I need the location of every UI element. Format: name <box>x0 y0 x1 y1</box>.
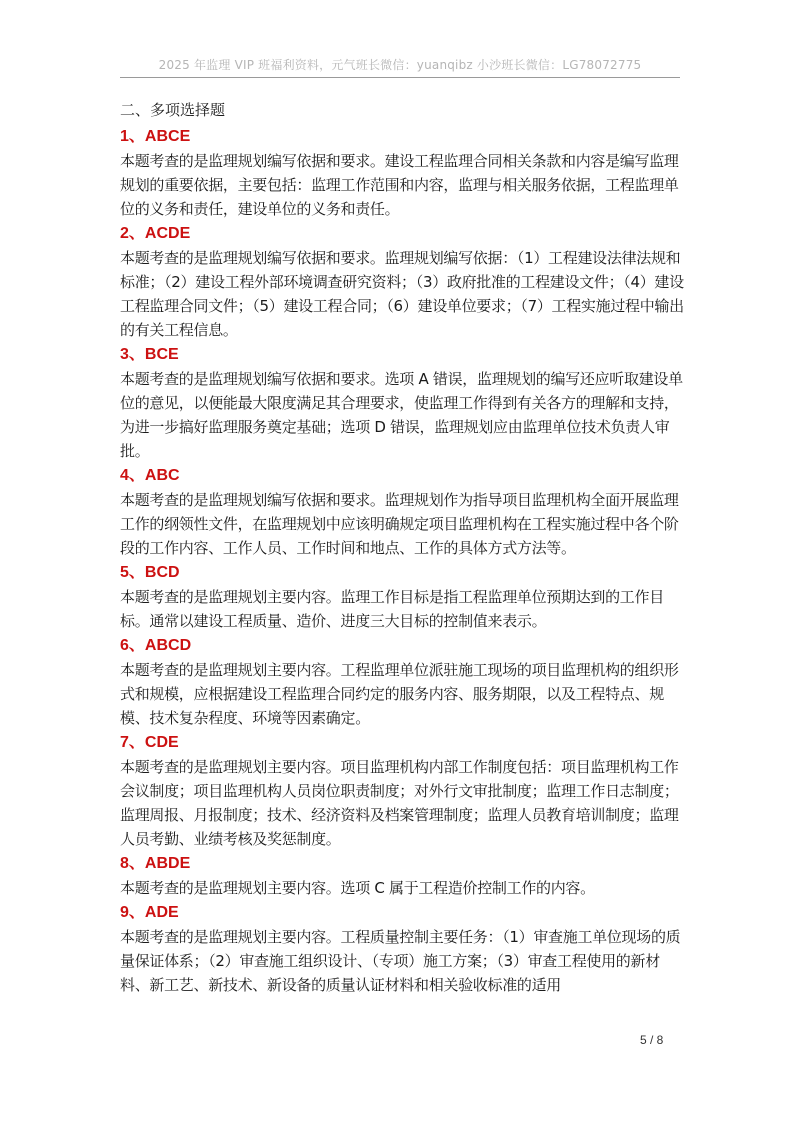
section-title: 二、多项选择题 <box>120 101 226 119</box>
answer-item-1 <box>120 124 686 221</box>
header-divider <box>120 77 680 78</box>
answer-key: 6、ABCD <box>120 637 192 654</box>
answer-explanation: 本题考查的是监理规划主要内容。选项 C 属于工程造价控制工作的内容。 <box>120 879 595 897</box>
answer-item-2 <box>120 221 686 342</box>
answer-item-3 <box>120 342 686 463</box>
answer-key: 1、ABCE <box>120 128 191 145</box>
answer-explanation: 本题考查的是监理规划编写依据和要求。监理规划编写依据：（1）工程建设法律法规和标准；（2）建设工程外部环境调查研究资料；（3）政府批准的工程建设文件；（4）建设工程监理合同文件；（5）建设工程合同；（6）建设单位要求；（7）工程实施过程中输出的有关工程信息。 <box>120 249 684 339</box>
answer-key: 5、BCD <box>120 564 180 581</box>
answer-key: 8、ABDE <box>120 855 191 872</box>
answer-key: 4、ABC <box>120 467 180 484</box>
answer-item-5 <box>120 560 686 633</box>
answer-item-8 <box>120 851 686 900</box>
answer-key: 9、ADE <box>120 904 179 921</box>
page-header: 2025 年监理 VIP 班福利资料，元气班长微信：yuanqibz 小沙班长微信：LG78072775 <box>158 58 642 72</box>
page-number: 5 / 8 <box>640 1033 664 1047</box>
answer-explanation: 本题考查的是监理规划主要内容。工程监理单位派驻施工现场的项目监理机构的组织形式和规模，应根据建设工程监理合同约定的服务内容、服务期限，以及工程特点、规模、技术复杂程度、环境等因素确定。 <box>120 661 679 727</box>
answer-explanation: 本题考查的是监理规划主要内容。工程质量控制主要任务：（1）审查施工单位现场的质量保证体系；（2）审查施工组织设计、（专项）施工方案；（3）审查工程使用的新材料、新工艺、新技术、新设备的质量认证材料和相关验收标准的适用 <box>120 928 681 994</box>
answer-key: 3、BCE <box>120 346 179 363</box>
answer-item-6 <box>120 633 686 730</box>
answer-explanation: 本题考查的是监理规划编写依据和要求。建设工程监理合同相关条款和内容是编写监理规划的重要依据，主要包括：监理工作范围和内容，监理与相关服务依据，工程监理单位的义务和责任，建设单位的义务和责任。 <box>120 152 679 218</box>
answer-item-9 <box>120 900 686 997</box>
answer-explanation: 本题考查的是监理规划编写依据和要求。监理规划作为指导项目监理机构全面开展监理工作的纲领性文件，在监理规划中应该明确规定项目监理机构在工程实施过程中各个阶段的工作内容、工作人员、工作时间和地点、工作的具体方式方法等。 <box>120 491 679 557</box>
answer-explanation: 本题考查的是监理规划主要内容。项目监理机构内部工作制度包括：项目监理机构工作会议制度；项目监理机构人员岗位职责制度；对外行文审批制度；监理工作日志制度；监理周报、月报制度；技术、经济资料及档案管理制度；监理人员教育培训制度；监理人员考勤、业绩考核及奖惩制度。 <box>120 758 679 848</box>
answer-explanation: 本题考查的是监理规划主要内容。监理工作目标是指工程监理单位预期达到的工作目标。通常以建设工程质量、造价、进度三大目标的控制值来表示。 <box>120 588 664 630</box>
answer-key: 2、ACDE <box>120 225 191 242</box>
document-body <box>120 96 686 997</box>
answer-item-4 <box>120 463 686 560</box>
answer-key: 7、CDE <box>120 734 179 751</box>
answer-item-7 <box>120 730 686 851</box>
answer-explanation: 本题考查的是监理规划编写依据和要求。选项 A 错误，监理规划的编写还应听取建设单位的意见，以便能最大限度满足其合理要求，使监理工作得到有关各方的理解和支持，为进一步搞好监理服务奠定基础；选项 D 错误，监理规划应由监理单位技术负责人审批。 <box>120 370 683 460</box>
